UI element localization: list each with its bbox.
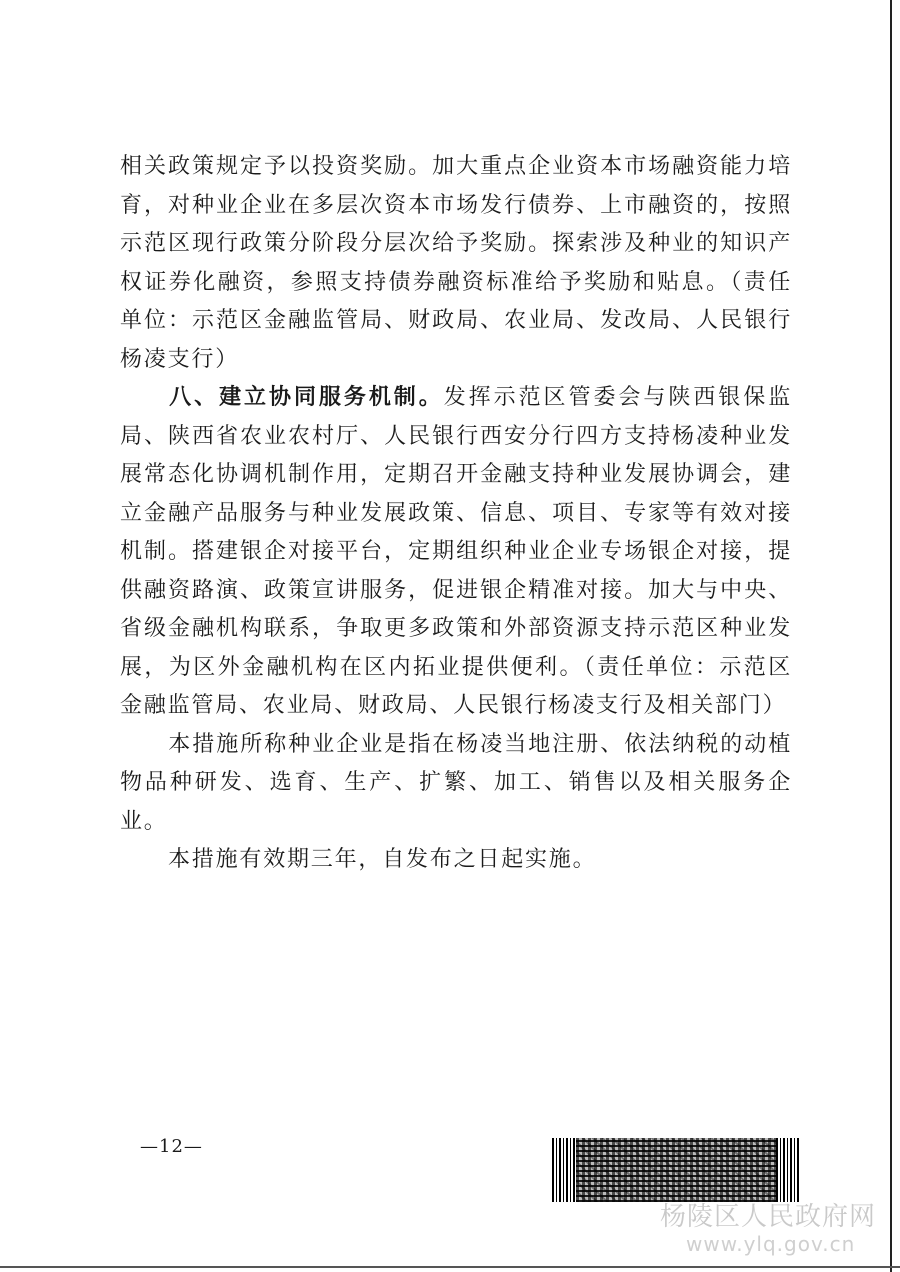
watermark-site-name: 杨陵区人民政府网 [660,1202,877,1232]
barcode-left-guard [552,1138,576,1202]
document-body [120,148,792,880]
barcode-right-guard [776,1138,800,1202]
watermark-site-url: www.ylq.gov.cn [686,1232,856,1256]
barcode-matrix [576,1138,776,1202]
paragraph-2-heading: 八、建立协同服务机制。 [168,385,444,410]
paragraph-1 [120,148,792,379]
page-number: —12— [140,1136,203,1157]
paragraph-1-text: 相关政策规定予以投资奖励。加大重点企业资本市场融资能力培育，对种业企业在多层次资本市场发行债券、上市融资的，按照示范区现行政策分阶段分层次给予奖励。探索涉及种业的知识产权证券化融资，参照支持债券融资标准给予奖励和贴息。（责任单位：示范区金融监管局、财政局、农业局、发改局、人民银行杨凌支行） [120,154,792,372]
page-edge-right [890,0,892,1272]
paragraph-4-text: 本措施有效期三年，自发布之日起实施。 [168,847,597,872]
paragraph-3 [120,726,792,842]
paragraph-2 [120,379,792,726]
barcode-image [552,1138,800,1202]
paragraph-3-text: 本措施所称种业企业是指在杨凌当地注册、依法纳税的动植物品种研发、选育、生产、扩繁、加工、销售以及相关服务企业。 [120,731,792,834]
paragraph-4 [120,841,792,880]
page-edge-bottom [0,1266,900,1268]
paragraph-2-body: 发挥示范区管委会与陕西银保监局、陕西省农业农村厅、人民银行西安分行四方支持杨凌种业发展常态化协调机制作用，定期召开金融支持种业发展协调会，建立金融产品服务与种业发展政策、信息、项目、专家等有效对接机制。搭建银企对接平台，定期组织种业企业专场银企对接，提供融资路演、政策宣讲服务，促进银企精准对接。加大与中央、省级金融机构联系，争取更多政策和外部资源支持示范区种业发展，为区外金融机构在区内拓业提供便利。（责任单位：示范区金融监管局、农业局、财政局、人民银行杨凌支行及相关部门） [120,385,792,718]
